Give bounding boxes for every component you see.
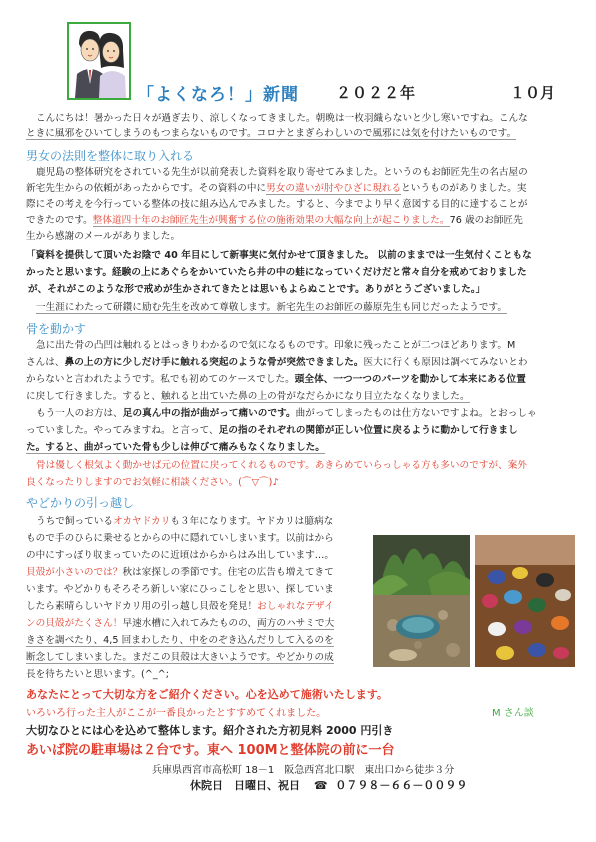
s3-line-6 [26,599,334,614]
s2-line-4a: に戻して行きました。 [26,391,123,402]
s2-line-5 [36,406,537,421]
month-label: １０月 [510,84,556,102]
s2-line-2b: 鼻の上の方に少しだけ手に触れる突起のような骨が突然できました。 [64,357,364,368]
s2-line-6a: っていました。やってみますね。と言って、 [26,425,219,436]
s3-line-2: もので手のひらに乗せるとからの中に隠れていしまいます。以前はから [26,533,334,544]
s2-line-2c: 医大に行くも原因は調べてみないとわ [363,357,528,368]
testimonial-attribution: M さん談 [492,708,534,719]
s3-line-4b: 秋は家探しの季節です。住宅の広告も増えてきて [122,567,334,578]
s1-line-3: 際にその考えを今行っている整体の技に組み込んでみました。すると、今までより早く意図する目的に達することが [26,199,528,210]
intro-line-1: こんにちは！暑かった日々が過ぎ去り、涼しくなってきました。朝晩は一枚羽織らないと少し寒いですね。こんな [36,113,528,124]
s3-line-7c: 両方のハサミで大 [257,618,335,629]
s2-line-6b: 足の指のそれぞれの関節が正しい位置に戻るように動かして行きまし [218,425,518,436]
s3-line-7 [26,616,334,631]
shells-photo [475,535,575,667]
discount-message: 大切なひとには心を込めて整体します。紹介された方初見料 2000 円引き [26,724,394,737]
section-heading-bone: 骨を動かす [26,322,87,336]
s2-line-2a: さんは、 [26,357,65,368]
address-line: 兵庫県西宮市高松町 18－1 阪急西宮北口駅 東出口から徒歩３分 [152,765,455,776]
s1-quote-1: 「資料を提供して頂いたお陰で 40 年目にして新事実に気付かせて頂きました。 以前のままでは一生気付くこともな [26,250,532,261]
s1-line-4a: できたのです。 [26,215,93,226]
s2-line-4 [26,389,470,404]
s1-quote-2: かったと思います。経験の上にあぐらをかいていたら井の中の蛙になっていくだけだと常々自分を戒めておりました [26,267,527,278]
referral-message: あなたにとって大切な方をご紹介ください。心を込めて施術いたします。 [26,688,388,701]
s2-line-4c: 触れると出ていた鼻の上の骨がなだらかになり目立たなくなりました。 [161,391,470,402]
s3-line-6b: おしゃれなデザイ [257,601,334,612]
s1-line-2 [26,181,527,196]
s3-line-4 [26,565,334,580]
s1-line-4c: 76 歳のお師匠先 [449,215,523,226]
terrarium-photo [373,535,470,667]
s3-line-1 [36,514,333,529]
s3-line-1c: も３年になります。ヤドカリは臆病な [170,516,334,527]
s2-line-2 [26,355,528,370]
s2-line-8: 骨は優しく根気よく動かせば元の位置に戻ってくれるものです。あきらめていらっしゃる方も多いのですが、案外 [36,460,528,471]
section-heading-hermit-crab: やどかりの引っ越し [26,496,135,510]
s3-line-7a: ンの貝殻がたくさん！ [26,618,123,629]
s1-line-2b: 男女の違いが肘やひざに現れる [266,183,402,194]
testimonial-message: いろいろ行った主人がここが一番良かったとすすめてくれました。 [26,708,327,719]
s3-line-1b: オカヤドカリ [113,516,171,527]
s2-line-1: 急に出た骨の凸凹は触れるとはっきりわかるので気になるものです。印象に残ったことが二つほどあります。M [36,340,516,351]
s3-line-5: います。やどかりもそろそろ新しい家にひっこしをと思い、探していま [26,584,334,595]
portrait-logo [67,22,131,100]
s3-line-10: 長を待ちたいと思います。(^_^; [26,669,170,680]
section-heading-gender: 男女の法則を整体に取り入れる [26,149,195,163]
s1-line-4 [26,213,523,228]
s1-line-6 [36,300,507,315]
s3-line-6a: したら素晴らしいヤドカリ用の引っ越し貝殻を発見！ [26,601,258,612]
intro-line-2 [26,126,516,141]
s2-line-5b: 足の真ん中の指が曲がって痛いのです。 [122,408,296,419]
phone-number: ０７９８－６６－００９９ [335,779,468,792]
s1-line-1: 鹿児島の整体研究をされている先生が以前発表した資料を取り寄せてみました。というのもお師匠先生の名古屋の [36,167,528,178]
parking-message: あいば院の駐車場は２台です。東へ 100Mと整体院の前に一台 [26,743,395,758]
s1-line-2a: 新宅先生からの依頼があったからです。その資料の中に [26,183,267,194]
phone-icon: ☎ [313,779,328,792]
s1-line-5: 生から感謝のメールがありました。 [26,231,181,242]
contact-row [190,777,467,793]
s3-line-9-text: 断念してしまいました。まだこの貝殻は大きいようです。やどかりの成 [26,652,334,663]
s2-line-5a: もう一人のお方は、 [36,408,123,419]
s2-line-4b: すると、 [122,391,162,402]
s1-line-6-text: 一生涯にわたって研鑽に励む先生を改めて尊敬します。新宅先生のお師匠の藤原先生も同じだったようです。 [36,302,508,313]
s3-line-8 [26,633,334,648]
s2-line-3b: 頭全体、一つ一つのパーツを動かして本来にある位置 [294,374,526,385]
s3-line-9 [26,650,334,665]
s3-line-4a: 貝殻が小さいのでは？ [26,567,123,578]
s2-line-3a: からないと言われたようです。私でも初めてのケースでした。 [26,374,295,385]
newsletter-title: 「よくなろ！」新聞 [137,85,299,105]
s3-line-1a: うちで飼っている [36,516,114,527]
s2-line-9: 良くなったりしますのでお気軽に相談ください。(⌒▽⌒)♪ [26,477,279,488]
s1-quote-3: が、それがこのような形で戒めが生かされてきたとは思いもよらぬことです。ありがとうございました。」 [28,284,486,295]
s2-line-6 [26,423,518,438]
s3-line-7b: 早速水槽に入れてみたものの、 [122,618,258,629]
s2-line-5c: 曲がってしまったものは仕方ないですよね。とおっしゃ [295,408,537,419]
s1-line-2c: というものがありました。実 [401,183,527,194]
holiday-text: 休院日 日曜日、祝日 [190,779,300,792]
year-label: ２０２２年 [336,84,417,102]
s2-line-7 [26,440,325,455]
s1-line-4b: 整体道四十年のお師匠先生が興奮する位の施術効果の大幅な向上が起こりました。 [92,215,450,226]
s3-line-3: の中にすっぽり収まっていたのに近頃はからからはみ出しています…。 [26,550,335,561]
s2-line-7-text: た。すると、曲がっていた骨も少しは伸びて痛みもなくなりました。 [26,442,325,453]
intro-line-2-text: ときに風邪をひいてしまうのもつまらないものです。コロナとまぎらわしいので風邪には気を付けたいものです。 [26,128,517,139]
s3-line-8-text: きさを調べたり、4,5 回まわしたり、中をのぞき込んだりして入るのを [26,635,334,646]
s2-line-3 [26,372,526,387]
